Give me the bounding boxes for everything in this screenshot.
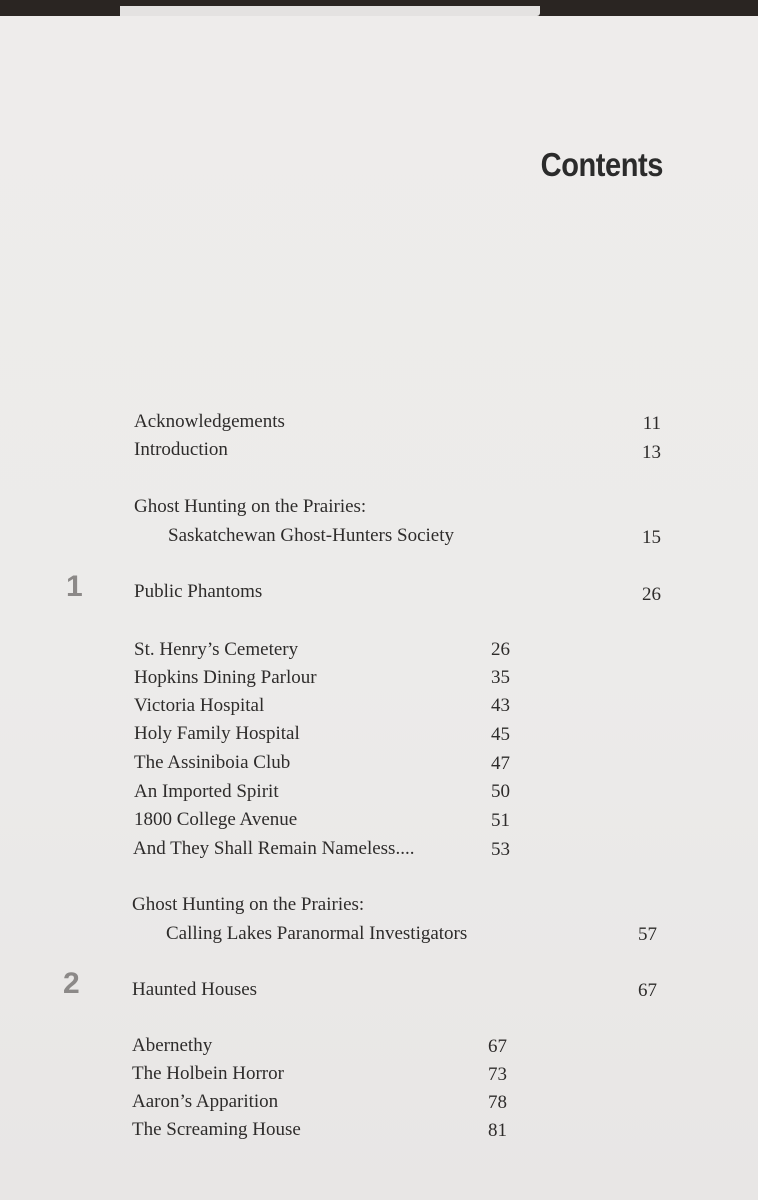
toc-entry: Victoria Hospital <box>134 695 265 716</box>
toc-entry-page: 26 <box>491 639 510 660</box>
page-title: Contents <box>540 146 663 183</box>
toc-entry-page: 43 <box>491 695 510 716</box>
toc-entry-page: 50 <box>491 781 510 802</box>
toc-entry-page: 67 <box>488 1036 507 1057</box>
chapter-number: 2 <box>63 967 80 1000</box>
toc-entry: And They Shall Remain Nameless.... <box>133 838 415 859</box>
toc-entry: Hopkins Dining Parlour <box>134 667 317 688</box>
toc-entry: Aaron’s Apparition <box>132 1091 279 1112</box>
toc-page-section: 57 <box>638 924 657 945</box>
toc-entry-page: 73 <box>488 1064 507 1085</box>
toc-page-introduction: 13 <box>642 442 661 463</box>
toc-entry-page: 51 <box>491 810 510 831</box>
toc-section-heading: Ghost Hunting on the Prairies: <box>134 496 367 517</box>
previous-page-edge <box>120 6 540 16</box>
toc-entry: 1800 College Avenue <box>134 809 298 830</box>
toc-section-subheading: Calling Lakes Paranormal Investigators <box>166 923 468 944</box>
toc-entry-page: 53 <box>491 839 510 860</box>
toc-entry-page: 81 <box>488 1120 507 1141</box>
toc-entry: The Screaming House <box>132 1119 301 1140</box>
toc-entry: The Assiniboia Club <box>134 752 291 773</box>
toc-section-subheading: Saskatchewan Ghost-Hunters Society <box>168 525 454 546</box>
toc-entry-page: 47 <box>491 753 510 774</box>
toc-entry: Abernethy <box>132 1035 213 1056</box>
toc-page-section: 15 <box>642 527 661 548</box>
toc-entry: Holy Family Hospital <box>134 723 300 744</box>
toc-entry-acknowledgements: Acknowledgements <box>134 411 285 432</box>
toc-entry: St. Henry’s Cemetery <box>134 639 299 660</box>
book-page <box>0 6 758 1200</box>
toc-entry-page: 45 <box>491 724 510 745</box>
toc-entry: The Holbein Horror <box>132 1063 284 1084</box>
toc-entry-page: 35 <box>491 667 510 688</box>
chapter-title: Public Phantoms <box>134 581 263 602</box>
chapter-number: 1 <box>66 570 83 603</box>
toc-section-heading: Ghost Hunting on the Prairies: <box>132 894 365 915</box>
chapter-page: 26 <box>642 584 661 605</box>
toc-entry-page: 78 <box>488 1092 507 1113</box>
chapter-title: Haunted Houses <box>132 979 258 1000</box>
toc-entry-introduction: Introduction <box>134 439 228 460</box>
toc-entry: An Imported Spirit <box>134 781 279 802</box>
toc-page-acknowledgements: 11 <box>642 413 661 434</box>
page-top-edge <box>0 6 758 16</box>
chapter-page: 67 <box>638 980 657 1001</box>
